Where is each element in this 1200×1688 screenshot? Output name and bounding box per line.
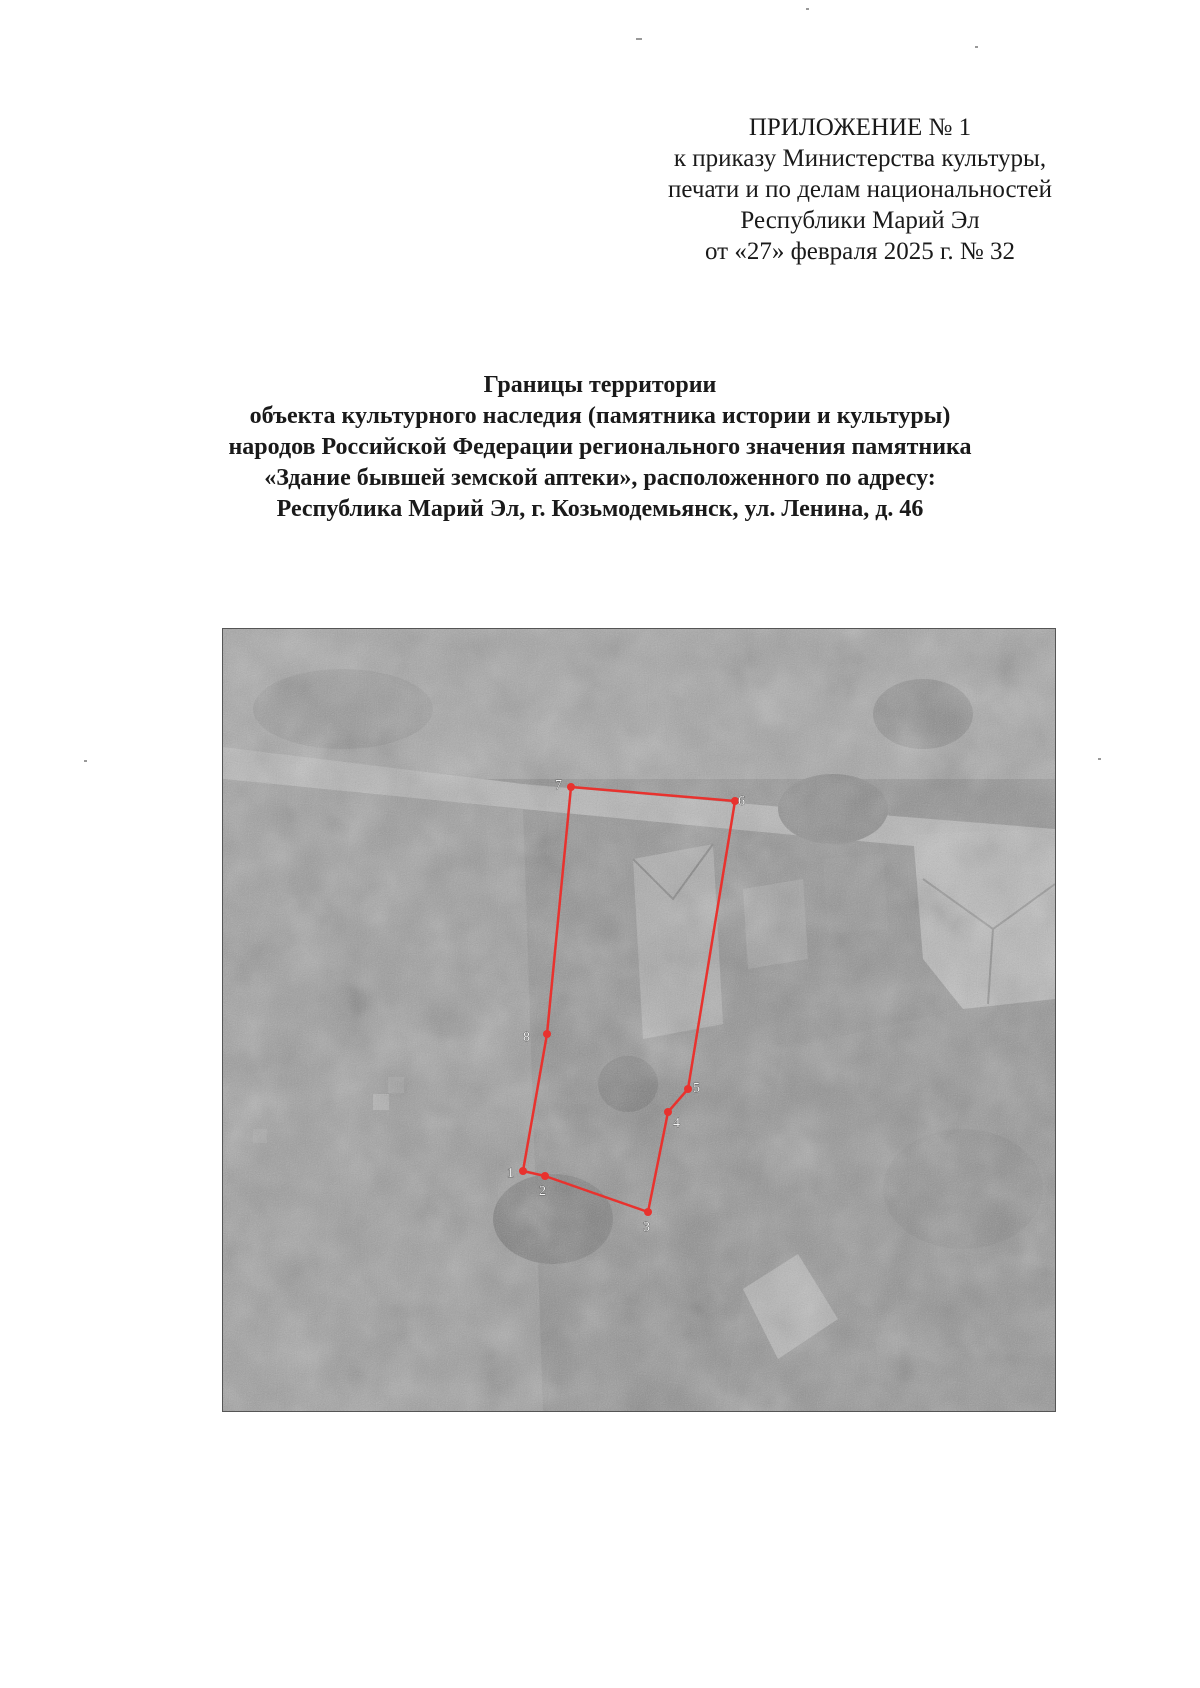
vertex-label: 4 xyxy=(673,1116,680,1131)
scan-speck xyxy=(636,38,642,40)
scan-speck xyxy=(1098,758,1101,760)
document-title xyxy=(100,370,1100,525)
aerial-photo xyxy=(223,629,1055,1411)
appendix-heading: ПРИЛОЖЕНИЕ № 1 xyxy=(748,114,972,141)
title-line: «Здание бывшей земской аптеки», расположенного по адресу: xyxy=(264,465,936,491)
vertex-marker xyxy=(644,1208,652,1216)
vertex-label: 3 xyxy=(643,1220,650,1235)
scan-speck xyxy=(806,8,809,10)
title-line: народов Российской Федерации регионального значения памятника xyxy=(228,434,972,460)
appendix-line: печати и по делам национальностей xyxy=(668,176,1052,203)
title-line: объекта культурного наследия (памятника истории и культуры) xyxy=(249,403,951,429)
vertex-marker xyxy=(664,1108,672,1116)
appendix-date-line: от «27» февраля 2025 г. № 32 xyxy=(704,238,1016,265)
vertex-marker xyxy=(519,1167,527,1175)
appendix-line: к приказу Министерства культуры, xyxy=(673,145,1047,172)
vertex-label: 7 xyxy=(555,778,562,793)
vertex-label: 8 xyxy=(523,1030,530,1045)
title-line: Границы территории xyxy=(483,372,717,398)
vertex-marker xyxy=(543,1030,551,1038)
photo-grain xyxy=(223,629,1055,1411)
appendix-line: Республики Марий Эл xyxy=(740,207,980,234)
title-address-line: Республика Марий Эл, г. Козьмодемьянск, ул. Ленина, д. 46 xyxy=(276,496,924,522)
vertex-label: 2 xyxy=(539,1184,546,1199)
vertex-marker xyxy=(567,783,575,791)
scan-speck xyxy=(84,760,87,762)
scan-speck xyxy=(975,46,978,48)
aerial-map xyxy=(222,628,1056,1412)
vertex-label: 1 xyxy=(507,1166,514,1181)
vertex-label: 6 xyxy=(738,794,745,809)
vertex-label: 5 xyxy=(693,1081,700,1096)
vertex-marker xyxy=(684,1085,692,1093)
vertex-marker xyxy=(541,1172,549,1180)
appendix-header xyxy=(620,112,1100,267)
